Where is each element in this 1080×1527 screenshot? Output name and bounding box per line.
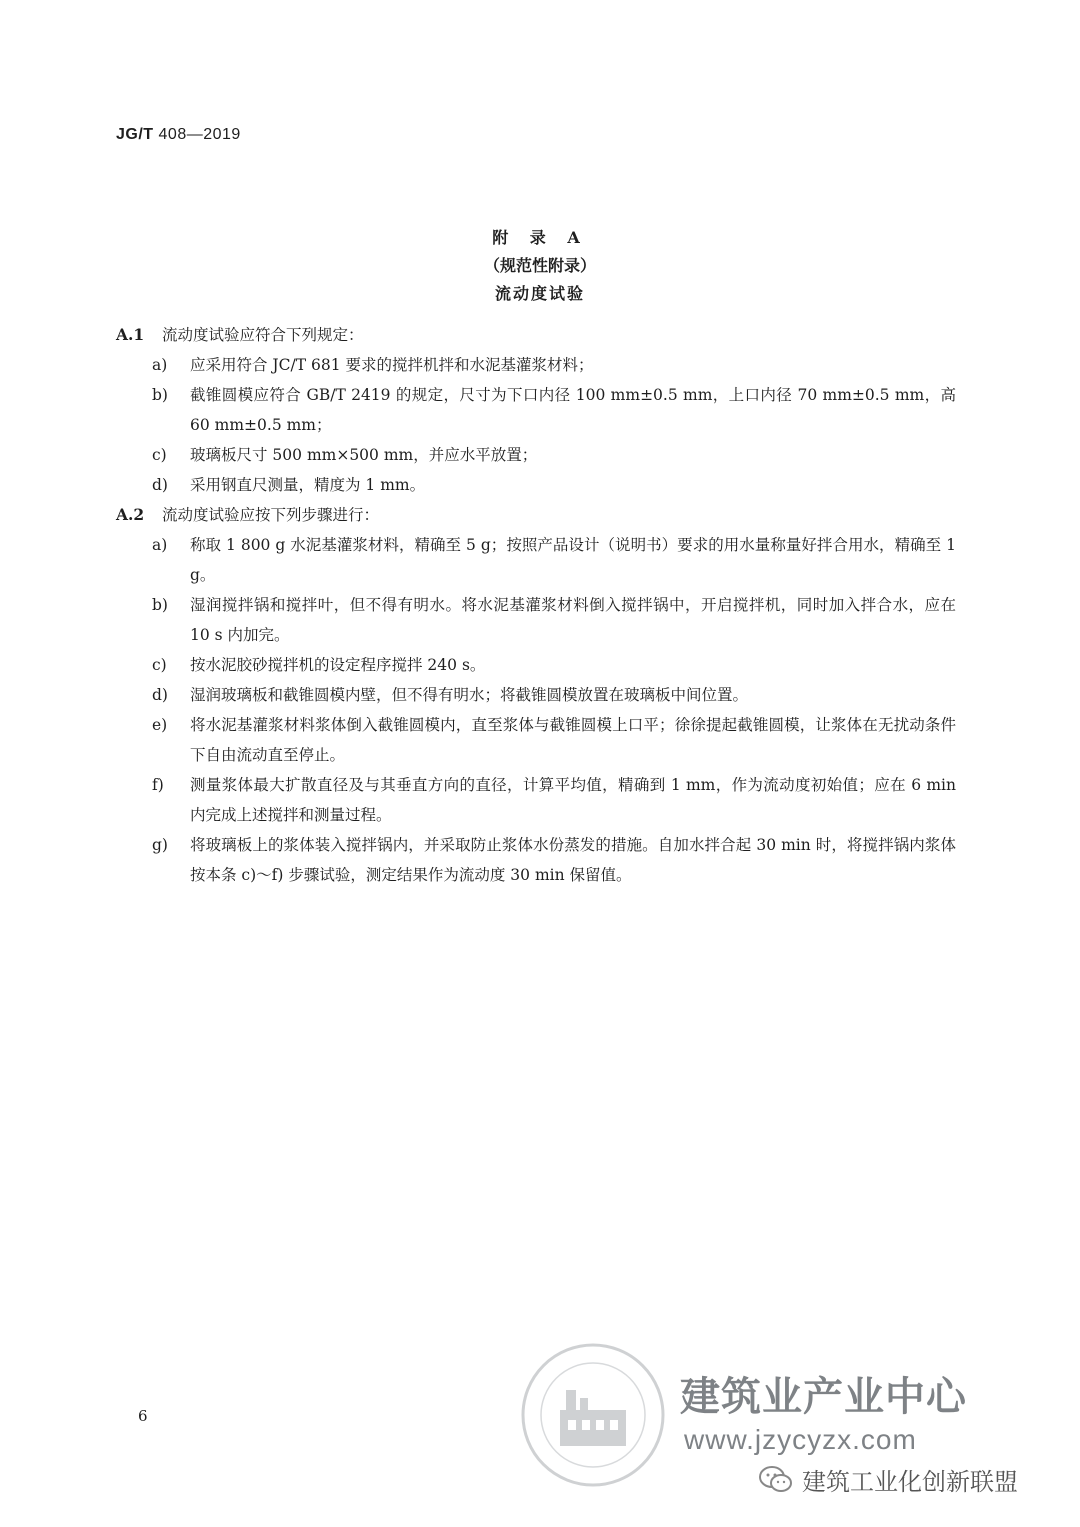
list-item bbox=[116, 710, 956, 770]
list-item bbox=[116, 350, 956, 380]
page-number: 6 bbox=[138, 1407, 148, 1425]
appendix-title: 附 录 A bbox=[492, 228, 588, 247]
item-label: c) bbox=[152, 446, 167, 464]
watermark-title: 建筑业产业中心 bbox=[680, 1375, 967, 1419]
item-text: 截锥圆模应符合 GB/T 2419 的规定，尺寸为下口内径 100 mm±0.5 mm，上口内径 70 mm±0.5 mm，高 60 mm±0.5 mm； bbox=[190, 386, 956, 434]
item-label: f) bbox=[152, 776, 164, 794]
standard-number: 408—2019 bbox=[158, 126, 241, 143]
item-text: 按水泥胶砂搅拌机的设定程序搅拌 240 s。 bbox=[190, 656, 486, 674]
item-text: 湿润搅拌锅和搅拌叶，但不得有明水。将水泥基灌浆材料倒入搅拌锅中，开启搅拌机，同时加入拌合水，应在 10 s 内加完。 bbox=[190, 596, 956, 644]
item-text: 将水泥基灌浆材料浆体倒入截锥圆模内，直至浆体与截锥圆模上口平；徐徐提起截锥圆模，让浆体在无扰动条件下自由流动直至停止。 bbox=[190, 716, 956, 764]
item-text: 应采用符合 JC/T 681 要求的搅拌机拌和水泥基灌浆材料； bbox=[190, 356, 594, 374]
item-text: 将玻璃板上的浆体装入搅拌锅内，并采取防止浆体水份蒸发的措施。自加水拌合起 30 min 时，将搅拌锅内浆体按本条 c)～f) 步骤试验，测定结果作为流动度 30 min 保留值。 bbox=[190, 836, 956, 884]
item-label: a) bbox=[152, 356, 168, 374]
section-heading bbox=[116, 320, 956, 350]
appendix-type: （规范性附录） bbox=[483, 256, 596, 275]
list-item bbox=[116, 590, 956, 650]
section-number: A.2 bbox=[116, 505, 145, 524]
standard-code: JG/T bbox=[116, 126, 154, 143]
item-text: 称取 1 800 g 水泥基灌浆材料，精确至 5 g；按照产品设计（说明书）要求的用水量称量好拌合用水，精确至 1 g。 bbox=[190, 536, 956, 584]
wechat-icon bbox=[758, 1465, 794, 1495]
list-item bbox=[116, 530, 956, 590]
appendix-subject: 流动度试验 bbox=[494, 284, 585, 303]
list-item bbox=[116, 440, 956, 470]
item-label: a) bbox=[152, 536, 168, 554]
item-label: b) bbox=[152, 596, 168, 614]
item-label: g) bbox=[152, 836, 168, 854]
section-number: A.1 bbox=[116, 325, 145, 344]
item-text: 湿润玻璃板和截锥圆模内壁，但不得有明水；将截锥圆模放置在玻璃板中间位置。 bbox=[190, 686, 749, 704]
seal-logo-icon bbox=[518, 1340, 668, 1494]
list-item bbox=[116, 830, 956, 890]
wechat-account bbox=[758, 1462, 1018, 1497]
list-item bbox=[116, 650, 956, 680]
list-item bbox=[116, 470, 956, 500]
item-text: 玻璃板尺寸 500 mm×500 mm，并应水平放置； bbox=[190, 446, 538, 464]
item-label: d) bbox=[152, 686, 168, 704]
document-code bbox=[116, 126, 241, 144]
list-item bbox=[116, 770, 956, 830]
item-label: e) bbox=[152, 716, 168, 734]
item-text: 测量浆体最大扩散直径及与其垂直方向的直径，计算平均值，精确到 1 mm，作为流动度初始值；应在 6 min 内完成上述搅拌和测量过程。 bbox=[190, 776, 956, 824]
wechat-account-name: 建筑工业化创新联盟 bbox=[802, 1469, 1018, 1496]
watermark-url: www.jzycyzx.com bbox=[684, 1424, 917, 1455]
item-label: d) bbox=[152, 476, 168, 494]
section-heading bbox=[116, 500, 956, 530]
item-label: b) bbox=[152, 386, 168, 404]
list-item bbox=[116, 680, 956, 710]
section-intro: 流动度试验应符合下列规定： bbox=[162, 326, 364, 344]
document-body bbox=[116, 320, 956, 890]
item-text: 采用钢直尺测量，精度为 1 mm。 bbox=[190, 476, 426, 494]
list-item bbox=[116, 380, 956, 440]
item-label: c) bbox=[152, 656, 167, 674]
section-intro: 流动度试验应按下列步骤进行： bbox=[162, 506, 380, 524]
